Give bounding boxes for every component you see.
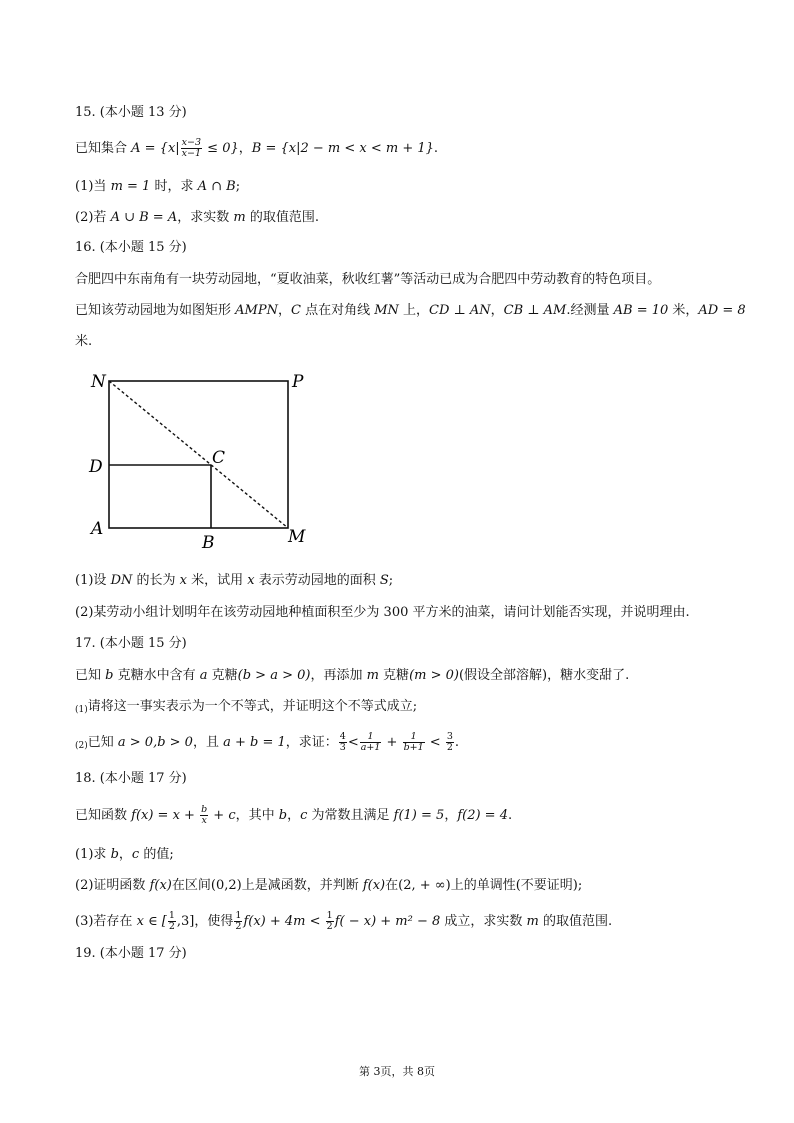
math: AD = 8 (698, 303, 746, 318)
numerator: 1 (326, 910, 333, 921)
text: (假设全部溶解)，糖水变甜了. (458, 668, 630, 683)
label-p: P (292, 372, 304, 392)
q17-part2 (75, 732, 459, 755)
text: ; (388, 573, 394, 588)
text: 若 (93, 210, 111, 225)
part-label: (1) (75, 179, 94, 194)
math: (2, + ∞) (398, 878, 451, 893)
denominator: b+1 (403, 742, 424, 753)
text: ，且 (192, 735, 224, 750)
text: 设 (93, 573, 111, 588)
page-footer: 第 3页，共 8页 (359, 1065, 435, 1078)
label-c: C (212, 448, 226, 468)
text: .经测量 (566, 303, 614, 318)
text: ; (235, 179, 241, 194)
denominator: 2 (326, 921, 333, 932)
denominator: 2 (446, 742, 453, 753)
q15-heading: 15. (本小题 13 分) (75, 105, 187, 120)
math: + c (209, 808, 236, 823)
text: ，再添加 (310, 668, 367, 683)
part-label: (2) (75, 741, 88, 751)
fraction (360, 732, 382, 753)
text: ， (444, 808, 458, 823)
math: a > 0,b > 0 (117, 735, 193, 750)
math: c (131, 847, 140, 862)
part-label: (1) (75, 847, 94, 862)
math: A ∪ B = A (110, 210, 178, 225)
fraction (234, 911, 242, 932)
math: x (179, 573, 187, 588)
text: 克糖水中含有 (113, 668, 200, 683)
q18-part2 (75, 877, 582, 895)
part-label: (2) (75, 605, 94, 620)
text: ，其中 (235, 808, 279, 823)
math: AB = 10 (613, 303, 669, 318)
math: < (347, 735, 359, 750)
text: 证明函数 (93, 878, 150, 893)
math: f(x) + 4m < (243, 914, 325, 929)
math: AMPN (235, 303, 278, 318)
text: 的取值范围. (245, 210, 319, 225)
label-a: A (91, 519, 104, 539)
fraction (403, 732, 425, 753)
denominator: 2 (235, 921, 242, 932)
q18-part3 (75, 911, 612, 932)
q16-part2 (75, 604, 690, 622)
math: b (278, 808, 288, 823)
text: 在 (385, 878, 399, 893)
fraction (446, 732, 454, 753)
text: . (433, 141, 439, 156)
math: MN (374, 303, 399, 318)
text: 若存在 (93, 914, 137, 929)
text: 在区间 (171, 878, 211, 893)
math: C (290, 303, 301, 318)
q18-heading: 18. (本小题 17 分) (75, 771, 187, 786)
q16-intro: 合肥四中东南角有一块劳动园地，“夏收油菜，秋收红薯”等活动已成为合肥四中劳动教育的特色项目。 (75, 272, 661, 287)
numerator: b (201, 804, 208, 815)
label-b: B (202, 533, 215, 553)
math: f(1) = 5 (393, 808, 445, 823)
denominator: 3 (339, 742, 346, 753)
text: ，求实数 (177, 210, 234, 225)
text: 表示劳动园地的面积 (254, 573, 380, 588)
math: f( − x) + m² − 8 (334, 914, 441, 929)
set-a-left: A = {x| (131, 141, 180, 156)
q16-heading: 16. (本小题 15 分) (75, 240, 187, 255)
text: 上的单调性(不要证明); (450, 878, 583, 893)
text: 克糖 (378, 668, 410, 683)
text: 米，试用 (186, 573, 248, 588)
diagonal-mn (109, 381, 288, 528)
text: 某劳动小组计划明年在该劳动园地种植面积至少为 300 平方米的油菜，请问计划能否实现，并说明理由. (93, 605, 690, 620)
text: 克糖 (207, 668, 238, 683)
math: (0,2) (210, 878, 242, 893)
text: ， (238, 141, 252, 156)
q15-stem (75, 138, 438, 159)
math: b (110, 847, 119, 862)
text: 的长为 (132, 573, 180, 588)
fraction (200, 805, 208, 826)
math: a + b = 1 (223, 735, 286, 750)
text: 点在对角线 (300, 303, 375, 318)
numerator: 1 (403, 732, 425, 743)
q19-heading: 19. (本小题 17 分) (75, 946, 187, 961)
part-label: (1) (75, 573, 94, 588)
math: ,3] (176, 914, 195, 929)
text: 上是减函数，并判断 (241, 878, 363, 893)
denominator: x (201, 815, 207, 826)
q17-stem (75, 667, 629, 685)
denominator: x−1 (181, 148, 202, 159)
fraction (168, 911, 176, 932)
math: m (526, 914, 539, 929)
part-label: (2) (75, 210, 94, 225)
text: ， (118, 847, 132, 862)
rectangle-figure (80, 362, 320, 557)
q18-part1 (75, 846, 174, 864)
math: (m > 0) (409, 668, 459, 683)
math: f(x) = x + (131, 808, 200, 823)
denominator: 2 (168, 921, 175, 932)
math: a (199, 668, 208, 683)
text: ， (287, 808, 301, 823)
part-label: (1) (75, 705, 88, 715)
text: 成立，求实数 (440, 914, 527, 929)
text: 时，求 (150, 179, 198, 194)
text: ， (490, 303, 504, 318)
set-a-right: ≤ 0} (203, 141, 239, 156)
text: 为常数且满足 (307, 808, 394, 823)
text: . (507, 808, 513, 823)
q15-part2 (75, 209, 319, 227)
denominator: a+1 (360, 742, 381, 753)
label-n: N (91, 372, 106, 392)
text: 已知 (75, 668, 106, 683)
math: (b > a > 0) (237, 668, 311, 683)
math: + (382, 735, 402, 750)
q17-heading: 17. (本小题 15 分) (75, 636, 187, 651)
q16-part1 (75, 572, 393, 590)
text: 请将这一事实表示为一个不等式，并证明这个不等式成立; (87, 699, 418, 714)
label-m: M (288, 527, 306, 547)
math: CD ⊥ AN (429, 303, 491, 318)
math: f(x) (149, 878, 172, 893)
text: 已知该劳动园地为如图矩形 (75, 303, 236, 318)
q15-part1 (75, 178, 240, 196)
math: m (366, 668, 379, 683)
fraction (326, 911, 334, 932)
numerator: 3 (446, 731, 453, 742)
set-b: B = {x|2 − m < x < m + 1} (251, 141, 434, 156)
text: . (454, 735, 460, 750)
text: 已知集合 (75, 141, 132, 156)
q18-stem (75, 805, 512, 826)
text: 当 (93, 179, 111, 194)
q16-stem (75, 302, 746, 320)
q17-part1 (75, 698, 417, 719)
math: A ∩ B (197, 179, 236, 194)
text: 已知 (87, 735, 118, 750)
math: f(x) (362, 878, 386, 893)
math: DN (110, 573, 133, 588)
math: m (233, 210, 246, 225)
numerator: 1 (168, 910, 175, 921)
text: 上， (398, 303, 430, 318)
text: 米， (668, 303, 699, 318)
math: f(2) = 4 (457, 808, 508, 823)
text: 的取值范围. (538, 914, 613, 929)
part-label: (2) (75, 878, 94, 893)
text: ，求证： (285, 735, 338, 750)
math: m = 1 (110, 179, 151, 194)
text: ， (277, 303, 291, 318)
math: S (379, 573, 389, 588)
part-label: (3) (75, 914, 94, 929)
math: c (300, 808, 308, 823)
text: 求 (93, 847, 111, 862)
text: ，使得 (194, 914, 234, 929)
fraction (181, 138, 202, 159)
label-d: D (89, 457, 103, 477)
numerator: 1 (235, 910, 242, 921)
numerator: x−3 (181, 137, 202, 148)
text: 的值; (139, 847, 174, 862)
q16-stem-cont: 米. (75, 334, 93, 349)
math: CB ⊥ AM (503, 303, 567, 318)
math: b (105, 668, 114, 683)
math: x ∈ [ (136, 914, 167, 929)
fraction (339, 732, 347, 753)
math: x (247, 573, 255, 588)
numerator: 1 (360, 732, 382, 743)
text: 已知函数 (75, 808, 132, 823)
numerator: 4 (339, 731, 346, 742)
math: < (425, 735, 445, 750)
